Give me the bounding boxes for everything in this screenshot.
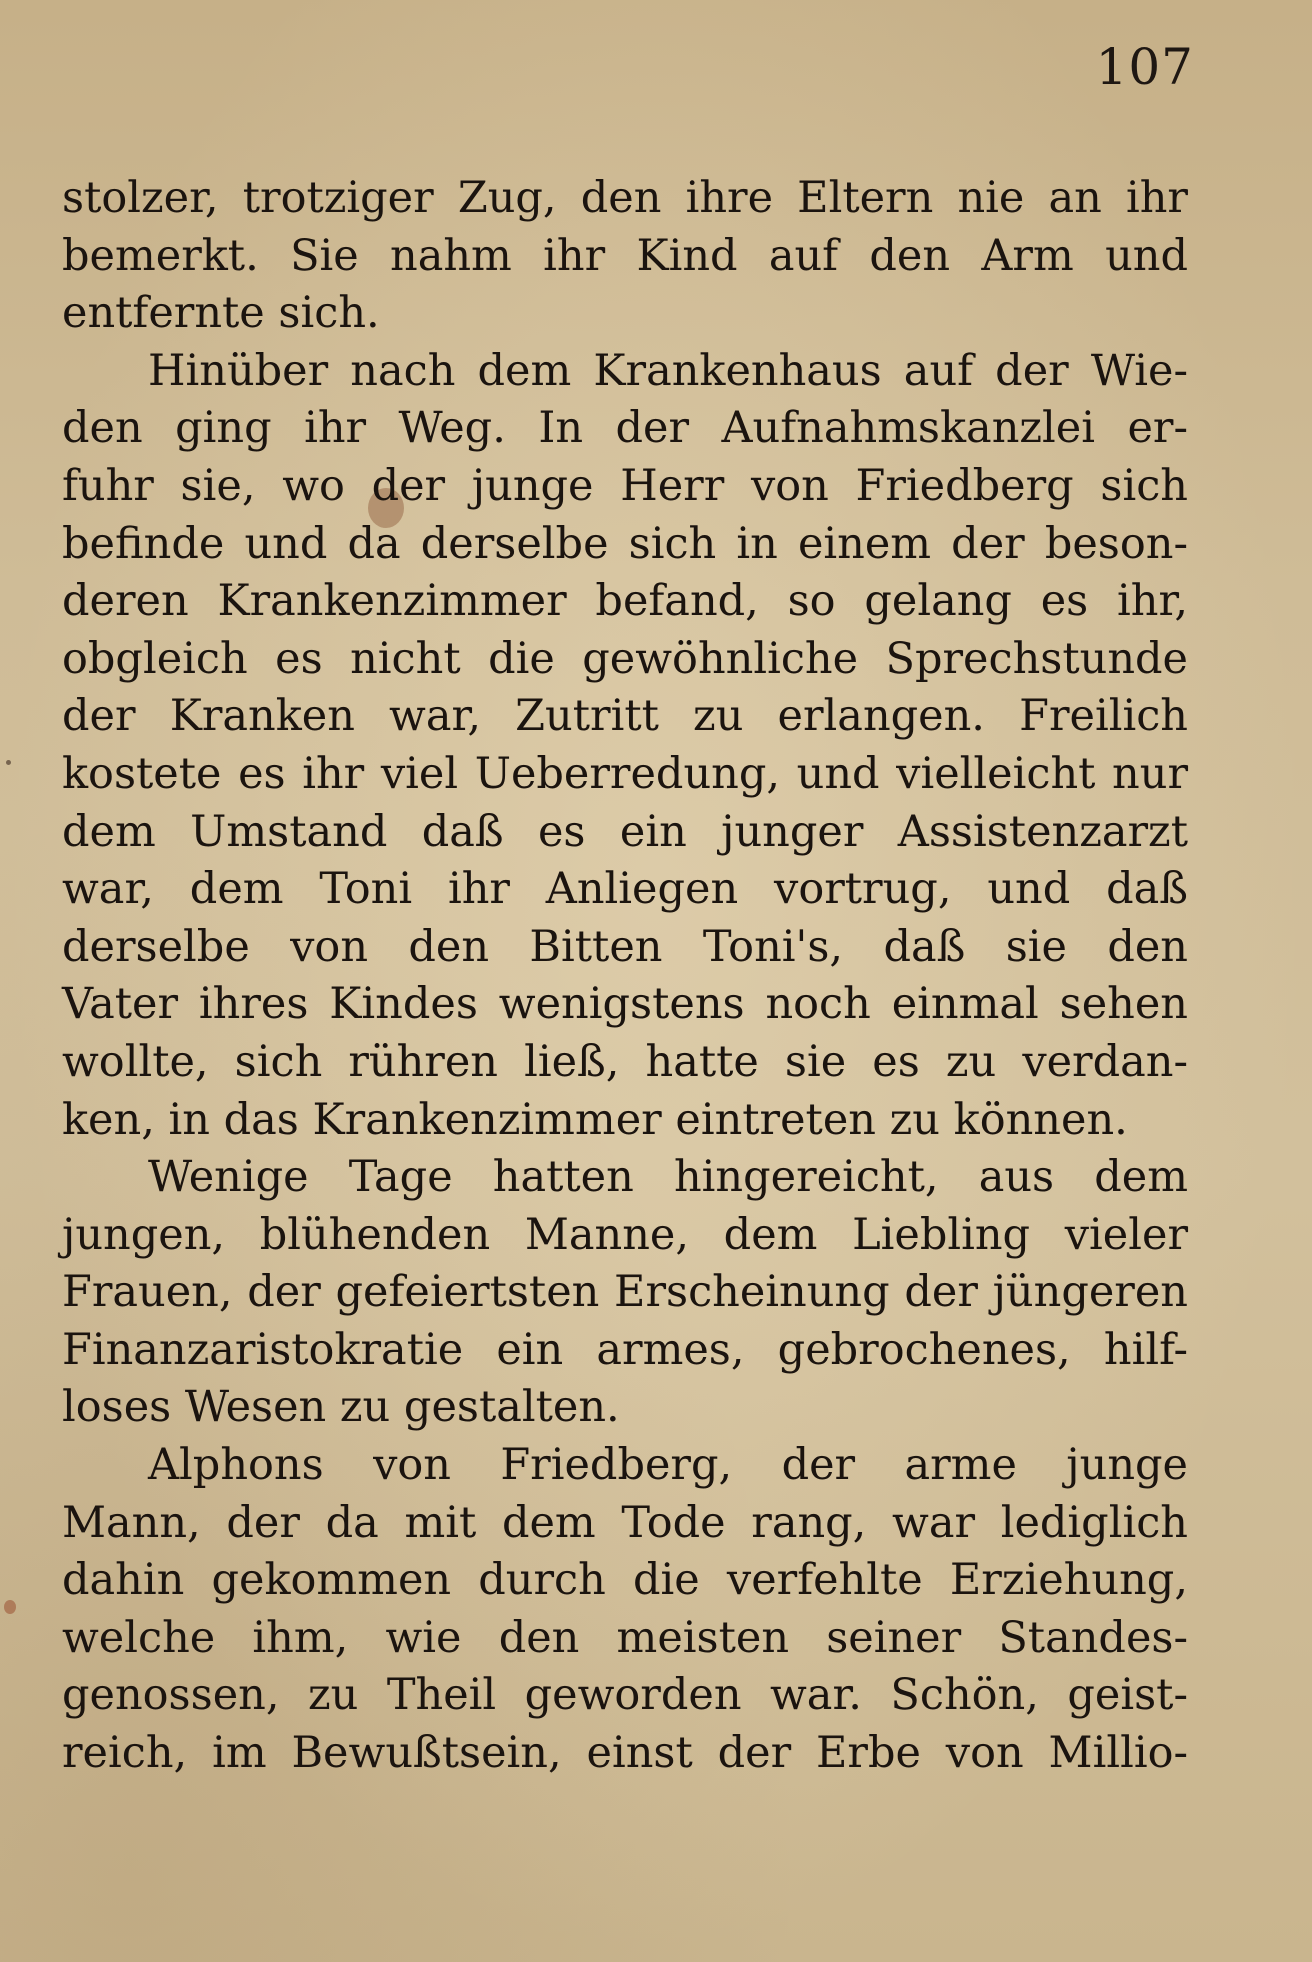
text-line: Frauen, der gefeiertsten Erscheinung der jüngeren <box>62 1267 1188 1318</box>
text-line: der Kranken war, Zutritt zu erlangen. Freilich <box>62 691 1188 742</box>
text-line: obgleich es nicht die gewöhnliche Sprechstunde <box>62 633 1188 684</box>
ink-stain <box>6 760 11 765</box>
text-line: Wenige Tage hatten hingereicht, aus dem <box>148 1152 1188 1203</box>
text-line: dahin gekommen durch die verfehlte Erziehung, <box>62 1555 1188 1606</box>
text-line: derselbe von den Bitten Toni's, daß sie den <box>62 921 1188 972</box>
text-line: wollte, sich rühren ließ, hatte sie es zu verdan- <box>62 1036 1188 1087</box>
text-line: kostete es ihr viel Ueberredung, und vielleicht nur <box>62 748 1188 799</box>
text-line: deren Krankenzimmer befand, so gelang es ihr, <box>62 576 1188 627</box>
text-line: reich, im Bewußtsein, einst der Erbe von Millio- <box>62 1728 1188 1779</box>
text-line: bemerkt. Sie nahm ihr Kind auf den Arm und <box>62 230 1188 281</box>
text-line: Alphons von Friedberg, der arme junge <box>148 1440 1188 1491</box>
body-text <box>62 170 1188 1783</box>
text-line: loses Wesen zu gestalten. <box>62 1382 620 1433</box>
text-line: stolzer, trotziger Zug, den ihre Eltern nie an ihr <box>62 173 1188 223</box>
text-line: Hinüber nach dem Krankenhaus auf der Wie- <box>148 345 1188 396</box>
text-line: Vater ihres Kindes wenigstens noch einmal sehen <box>62 979 1188 1030</box>
text-line: ken, in das Krankenzimmer eintreten zu können. <box>62 1094 1128 1145</box>
text-line: war, dem Toni ihr Anliegen vortrug, und daß <box>62 864 1188 915</box>
text-line: befinde und da derselbe sich in einem der beson- <box>62 518 1188 569</box>
text-line: dem Umstand daß es ein junger Assistenzarzt <box>62 806 1188 857</box>
text-line: Mann, der da mit dem Tode rang, war lediglich <box>62 1497 1188 1548</box>
text-line: entfernte sich. <box>62 288 380 339</box>
text-line: fuhr sie, wo der junge Herr von Friedberg sich <box>62 460 1188 511</box>
text-line: Finanzaristokratie ein armes, gebrochenes, hilf- <box>62 1324 1188 1375</box>
text-line: den ging ihr Weg. In der Aufnahmskanzlei er- <box>62 403 1188 454</box>
text-line: welche ihm, wie den meisten seiner Standes- <box>62 1612 1188 1663</box>
text-line: genossen, zu Theil geworden war. Schön, geist- <box>62 1670 1188 1721</box>
text-line: jungen, blühenden Manne, dem Liebling vieler <box>62 1209 1188 1260</box>
page-number: 107 <box>1095 38 1194 96</box>
ink-stain <box>4 1600 16 1614</box>
